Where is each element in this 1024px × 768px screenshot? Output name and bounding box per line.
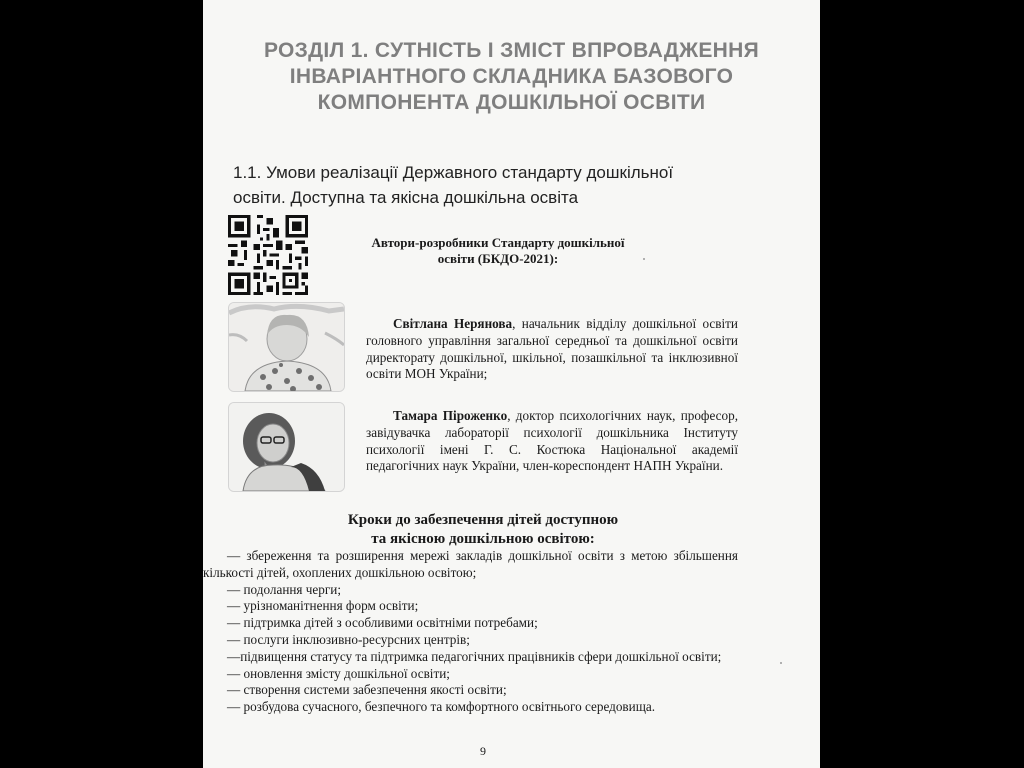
section-title xyxy=(233,160,793,210)
chapter-title-line: РОЗДІЛ 1. СУТНІСТЬ І ЗМІСТ ВПРОВАДЖЕННЯ xyxy=(263,39,760,62)
section-title-line: 1.1. Умови реалізації Державного стандарту дошкільної xyxy=(233,163,674,182)
list-item: — створення системи забезпечення якості освіти; xyxy=(227,682,507,698)
list-item: — підтримка дітей з особливими освітніми потребами; xyxy=(227,615,538,631)
page-number: 9 xyxy=(480,744,486,758)
author-name: Тамара Піроженко xyxy=(393,408,508,423)
chapter-title xyxy=(203,38,820,116)
author-photo-1 xyxy=(228,302,345,392)
steps-heading-line: Кроки до забезпечення дітей доступною xyxy=(347,512,619,528)
author-bio-2 xyxy=(366,408,738,475)
author-name: Світлана Нерянова xyxy=(393,316,513,331)
author-description: , доктор психологічних наук, професор, завідувачка лабораторії психології дошкільника Інституту психології імені Г. С. Костюка Національної академії педагогічних наук України, член-кореспондент НАПН України. xyxy=(366,408,738,474)
list-item: — подолання черги; xyxy=(227,581,342,597)
list-item: —підвищення статусу та підтримка педагогічних працівників сфери дошкільної освіти; xyxy=(227,648,722,664)
chapter-title-line: КОМПОНЕНТА ДОШКІЛЬНОЇ ОСВІТИ xyxy=(317,91,706,114)
author-description: , начальник відділу дошкільної освіти головного управління загальної середньої та дошкільної освіти директорату дошкільної, шкільної, позашкільної та інклюзивної освіти МОН України; xyxy=(366,316,738,382)
list-item: — послуги інклюзивно-ресурсних центрів; xyxy=(227,631,470,647)
print-speck xyxy=(780,662,782,664)
print-speck xyxy=(643,258,645,260)
authors-heading-line: Автори-розробники Стандарту дошкільної xyxy=(371,235,625,250)
author-photo-2 xyxy=(228,402,345,492)
list-item: — оновлення змісту дошкільної освіти; xyxy=(227,665,450,681)
list-item: — збереження та розширення мережі закладів дошкільної освіти з метою збільшення кількості дітей, охоплених дошкільною освітою; xyxy=(203,548,738,580)
document-page xyxy=(203,0,820,768)
steps-heading-line: та якісною дошкільною освітою: xyxy=(371,531,595,547)
list-item: — розбудова сучасного, безпечного та комфортного освітнього середовища. xyxy=(227,699,656,715)
steps-list xyxy=(203,548,738,716)
authors-heading xyxy=(353,235,643,267)
list-item: — урізноманітнення форм освіти; xyxy=(227,598,419,614)
authors-heading-line: освіти (БКДО-2021): xyxy=(437,251,559,266)
author-bio-1 xyxy=(366,316,738,383)
steps-heading xyxy=(263,511,703,549)
section-title-line: освіти. Доступна та якісна дошкільна освіта xyxy=(233,188,579,207)
chapter-title-line: ІНВАРІАНТНОГО СКЛАДНИКА БАЗОВОГО xyxy=(289,65,734,88)
qr-code-icon xyxy=(228,215,308,295)
